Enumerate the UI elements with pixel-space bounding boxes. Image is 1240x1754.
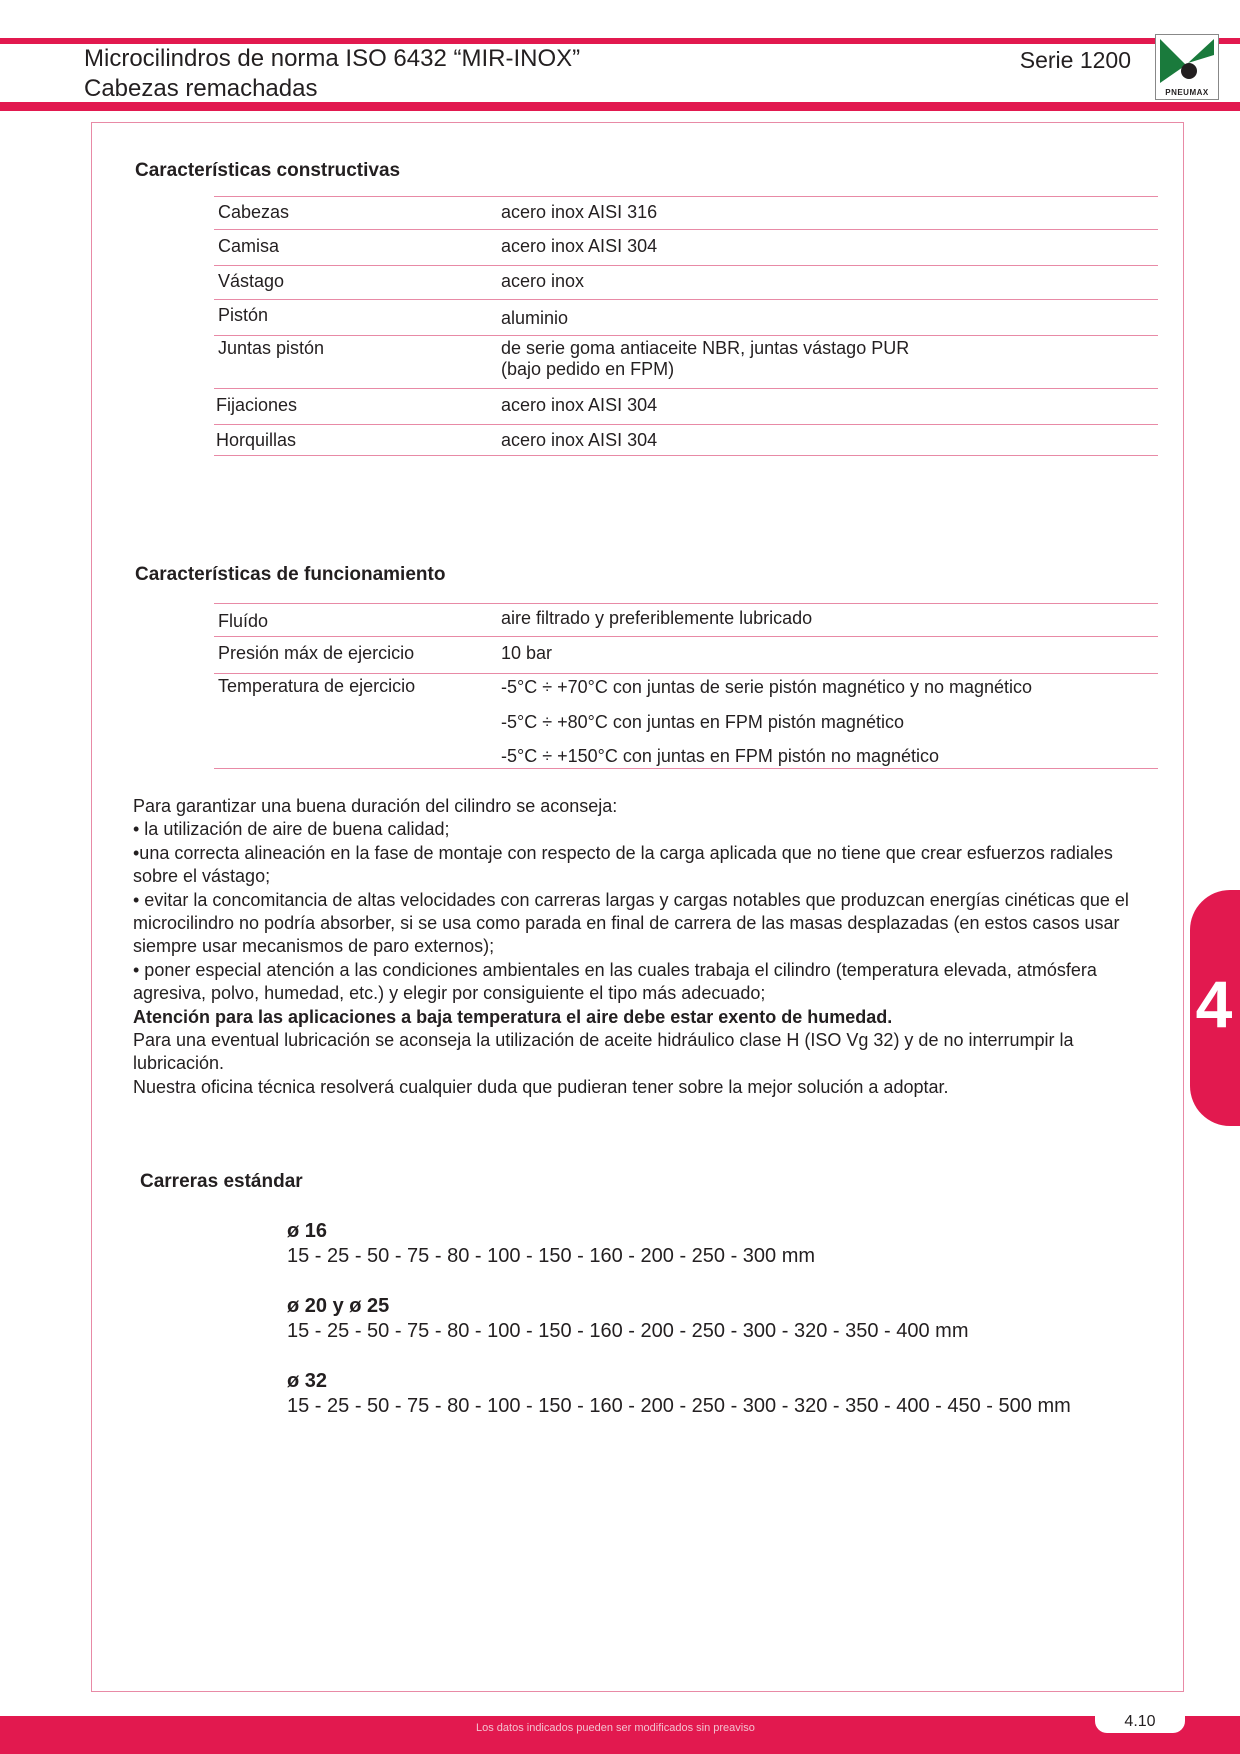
table-row (214, 196, 1158, 229)
advice-lubrication: Para una eventual lubricación se aconseja la utilización de aceite hidráulico clase H (ISO Vg 32) y de no interrumpir la lubricación. (133, 1030, 1074, 1074)
spec-value-line: de serie goma antiaceite NBR, juntas vástago PUR (501, 338, 910, 358)
page-title (84, 44, 580, 104)
table-row (214, 603, 1158, 636)
logo-mark-icon (1156, 35, 1218, 87)
advice-text (133, 795, 1143, 1099)
spec-value (501, 338, 1158, 388)
advice-bullet: • poner especial atención a las condiciones ambientales en las cuales trabaja el cilindro (temperatura elevada, atmósfera agresiva, polvo, humedad, etc.) y elegir por consiguiente el tipo más adecuado; (133, 959, 1097, 1004)
title-line-2: Cabezas remachadas (84, 75, 318, 102)
spec-value: acero inox AISI 316 (501, 202, 658, 222)
spec-key: Camisa (218, 236, 280, 256)
table-row (214, 265, 1158, 299)
header-bottom-rule (0, 102, 1240, 111)
spec-key: Pistón (218, 305, 269, 325)
spec-key: Cabezas (218, 202, 290, 222)
stroke-diameter: ø 16 (287, 1220, 328, 1242)
footer-note: Los datos indicados pueden ser modificados sin preaviso (476, 1722, 755, 1734)
stroke-group (287, 1369, 1071, 1419)
stroke-group (287, 1294, 968, 1344)
spec-key: Juntas pistón (218, 338, 325, 358)
table-row (214, 335, 1158, 388)
spec-key: Horquillas (216, 430, 297, 450)
spec-value-line: -5°C ÷ +80°C con juntas en FPM pistón magnético (501, 711, 904, 732)
advice-office: Nuestra oficina técnica resolverá cualquier duda que pudieran tener sobre la mejor solución a adoptar. (133, 1076, 949, 1097)
chapter-number: 4 (1195, 967, 1233, 1041)
spec-value: aire filtrado y preferiblemente lubricado (501, 608, 813, 628)
advice-bullet: •una correcta alineación en la fase de montaje con respecto de la carga aplicada que no tiene que crear esfuerzos radiales sobre el vástago; (133, 842, 1113, 887)
title-line-1: Microcilindros de norma ISO 6432 “MIR-INOX” (84, 45, 581, 72)
stroke-values: 15 - 25 - 50 - 75 - 80 - 100 - 150 - 160 - 200 - 250 - 300 - 320 - 350 - 400 - 450 - 500 mm (287, 1395, 1071, 1417)
spec-value: acero inox AISI 304 (501, 395, 658, 415)
spec-value-line: (bajo pedido en FPM) (501, 359, 675, 379)
stroke-values: 15 - 25 - 50 - 75 - 80 - 100 - 150 - 160 - 200 - 250 - 300 mm (287, 1245, 816, 1267)
stroke-group (287, 1219, 815, 1269)
spec-value: acero inox AISI 304 (501, 236, 658, 256)
table-row (214, 299, 1158, 335)
page-number: 4.10 (1095, 1711, 1185, 1733)
advice-bullet: • evitar la concomitancia de altas velocidades con carreras largas y cargas notables que produzcan energías cinéticas que el microcilindro no podría absorber, si se usa como parada en final de carrera de las masas desplazadas (en estos casos usar siempre usar mecanismos de paro externos); (133, 889, 1129, 957)
spec-value: aluminio (501, 308, 569, 328)
stroke-values: 15 - 25 - 50 - 75 - 80 - 100 - 150 - 160 - 200 - 250 - 300 - 320 - 350 - 400 mm (287, 1320, 969, 1342)
functional-title: Características de funcionamiento (135, 564, 446, 585)
stroke-diameter: ø 20 y ø 25 (287, 1295, 390, 1317)
constructive-title: Características constructivas (135, 160, 401, 181)
spec-key: Fijaciones (216, 395, 298, 415)
spec-value-line: -5°C ÷ +70°C con juntas de serie pistón magnético y no magnético (501, 677, 1033, 697)
table-row (214, 673, 1158, 769)
table-row (214, 229, 1158, 265)
stroke-diameter: ø 32 (287, 1370, 328, 1392)
strokes-title: Carreras estándar (140, 1171, 303, 1192)
advice-bullet: • la utilización de aire de buena calidad; (133, 819, 450, 840)
spec-value-line: -5°C ÷ +150°C con juntas en FPM pistón no magnético (501, 746, 940, 766)
logo-text: PNEUMAX (1165, 88, 1209, 97)
table-row (214, 636, 1158, 673)
advice-warning: Atención para las aplicaciones a baja temperatura el aire debe estar exento de humedad. (133, 1006, 893, 1027)
spec-key: Temperatura de ejercicio (218, 676, 416, 696)
pneumax-logo (1155, 34, 1219, 100)
spec-value (501, 670, 1158, 768)
table-row (214, 424, 1158, 456)
advice-intro: Para garantizar una buena duración del cilindro se aconseja: (133, 796, 618, 816)
spec-value: acero inox AISI 304 (501, 430, 658, 450)
series-label: Serie 1200 (1019, 47, 1131, 73)
spec-key: Vástago (218, 271, 285, 291)
functional-table (214, 603, 1158, 769)
spec-key: Fluído (218, 611, 269, 631)
table-row (214, 388, 1158, 424)
constructive-table (214, 196, 1158, 456)
spec-value: acero inox (501, 271, 585, 291)
spec-key: Presión máx de ejercicio (218, 643, 415, 663)
spec-value: 10 bar (501, 643, 553, 663)
